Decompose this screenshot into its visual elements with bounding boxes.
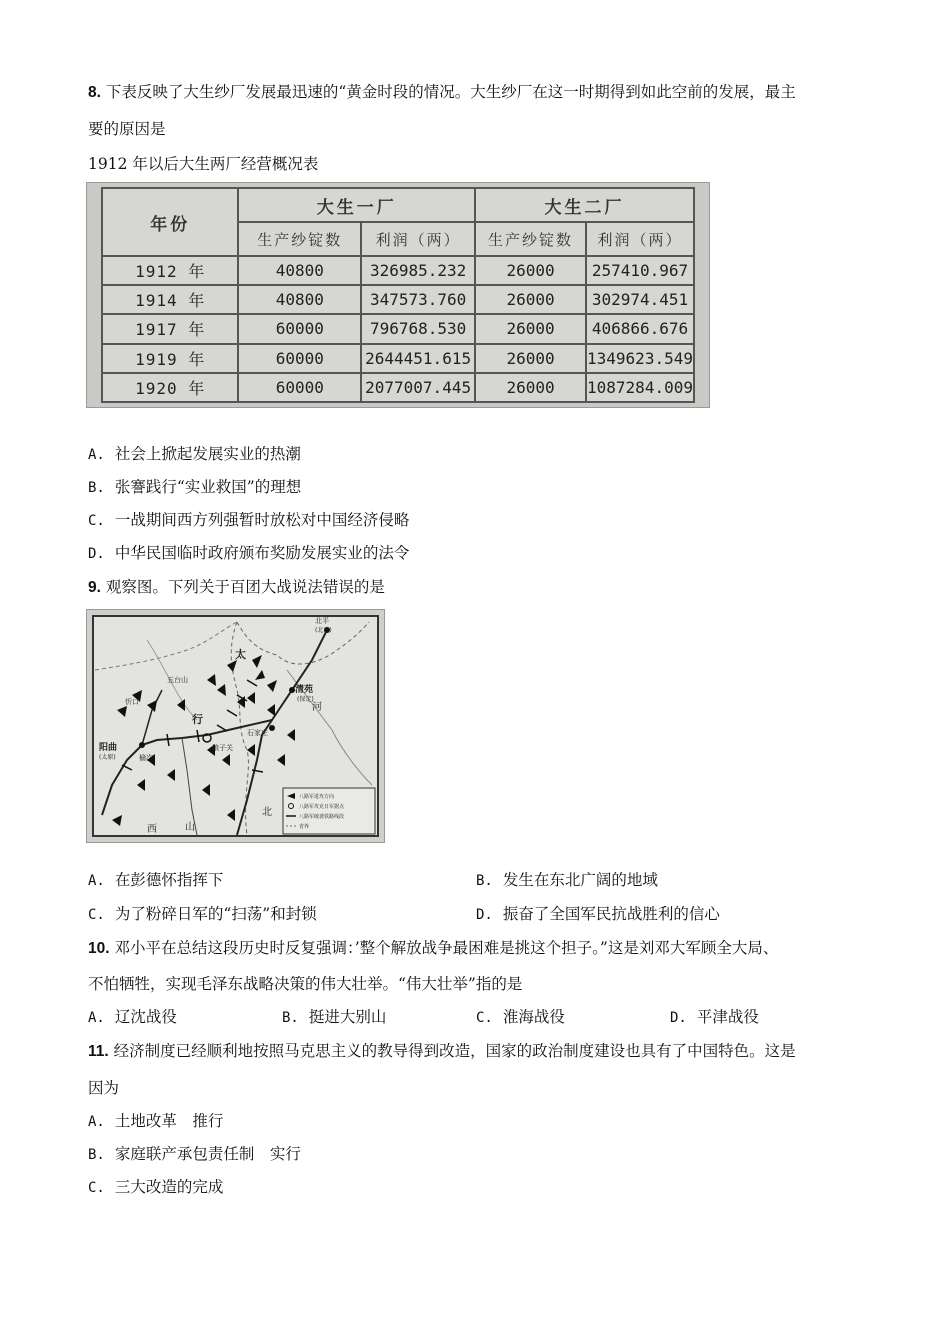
q9-option-c[interactable]: [88, 902, 317, 924]
option-text: 一战期间西方列强暂时放松对中国经济侵略: [114, 511, 410, 529]
map-label-hang: 行: [192, 713, 203, 726]
group1-profit-header: 利润（两）: [361, 222, 475, 256]
map-label-bei: 北: [262, 807, 272, 818]
q10-stem-line1: [88, 936, 778, 958]
option-letter: D.: [476, 907, 493, 923]
map-label-xinkou: 忻口: [125, 698, 139, 706]
map-label-shan: 山: [185, 822, 195, 833]
q8-number: 8.: [88, 84, 101, 101]
cell-spindles-2: 26000: [475, 285, 586, 314]
q8-data-table: [101, 187, 695, 403]
q8-stem-text: 下表反映了大生纱厂发展最迅速的“黄金时段的情况。大生纱厂在这一时期得到如此空前的发展，最主: [105, 83, 796, 101]
cell-profit-2: 1349623.549: [586, 344, 694, 373]
cell-year: 1914 年: [102, 285, 238, 314]
q11-stem-line2: 因为: [88, 1079, 120, 1097]
cell-spindles-2: 26000: [475, 256, 586, 285]
cell-profit-1: 326985.232: [361, 256, 475, 285]
table-row: [102, 314, 694, 343]
legend-province-border: 省界: [299, 824, 310, 830]
option-text: 中华民国临时政府颁布奖励发展实业的法令: [114, 544, 410, 562]
q9-option-b[interactable]: [476, 868, 658, 890]
q11-option-b[interactable]: [88, 1142, 301, 1164]
q8-option-a[interactable]: [88, 442, 301, 464]
q8-table-photo: [86, 182, 710, 408]
option-letter: B.: [476, 873, 493, 889]
cell-spindles-1: 60000: [238, 344, 361, 373]
q10-stem-line2: 不怕牺牲，实现毛泽东战略决策的伟大壮举。“伟大壮举”指的是: [88, 975, 523, 993]
cell-spindles-1: 60000: [238, 373, 361, 402]
q10-option-c[interactable]: [476, 1005, 565, 1027]
q11-number: 11.: [88, 1043, 109, 1060]
year-header: 年份: [102, 188, 238, 256]
option-text: 振奋了全国军民抗战胜利的信心: [502, 905, 720, 923]
map-label-he: 河: [312, 702, 322, 713]
cell-profit-2: 257410.967: [586, 256, 694, 285]
option-letter: A.: [88, 1010, 105, 1026]
cell-profit-1: 2077007.445: [361, 373, 475, 402]
q10-number: 10.: [88, 940, 110, 957]
option-text: 在彭德怀指挥下: [114, 871, 224, 889]
table-row: [102, 344, 694, 373]
q9-number: 9.: [88, 579, 101, 596]
q9-option-d[interactable]: [476, 902, 720, 924]
option-text: 平津战役: [696, 1008, 759, 1026]
map-label-beiping: 北平: [315, 617, 329, 625]
q10-option-b[interactable]: [282, 1005, 386, 1027]
cell-spindles-2: 26000: [475, 344, 586, 373]
cell-year: 1920 年: [102, 373, 238, 402]
map-label-tai: 太: [235, 648, 246, 661]
map-label-qingyuan-sub: (保定): [297, 696, 314, 703]
q8-stem-line2: 要的原因是: [88, 120, 166, 138]
cell-spindles-1: 40800: [238, 285, 361, 314]
q8-option-b[interactable]: [88, 475, 301, 497]
option-text: 张謇践行“实业救国”的理想: [114, 478, 302, 496]
q9-stem: [88, 575, 385, 597]
option-letter: C.: [476, 1010, 493, 1026]
q9-option-a[interactable]: [88, 868, 223, 890]
option-letter: B.: [88, 1147, 105, 1163]
table-row: [102, 256, 694, 285]
group2-spindles-header: 生产纱锭数: [475, 222, 586, 256]
q10-option-a[interactable]: [88, 1005, 177, 1027]
q10-option-d[interactable]: [670, 1005, 759, 1027]
cell-profit-1: 796768.530: [361, 314, 475, 343]
q11-stem-text: 经济制度已经顺利地按照马克思主义的教导得到改造，国家的政治制度建设也具有了中国特色。这是: [113, 1042, 796, 1060]
cell-spindles-1: 60000: [238, 314, 361, 343]
q9-map: [86, 609, 385, 843]
option-text: 挺进大别山: [308, 1008, 387, 1026]
cell-year: 1917 年: [102, 314, 238, 343]
map-label-wutaishan: 五台山: [167, 676, 188, 684]
option-letter: B.: [88, 480, 105, 496]
option-text: 辽沈战役: [114, 1008, 177, 1026]
option-text: 淮海战役: [502, 1008, 565, 1026]
cell-profit-1: 2644451.615: [361, 344, 475, 373]
legend-captured-stronghold: 八路军攻克日军据点: [299, 804, 345, 810]
option-letter: B.: [282, 1010, 299, 1026]
legend-railway-sabotage: 八路军破袭铁路线段: [299, 814, 345, 820]
map-label-yuci: 榆次: [139, 754, 153, 762]
q10-stem-text: 邓小平在总结这段历史时反复强调：’整个解放战争最困难是挑这个担子。”这是刘邓大军顾全大局、: [114, 939, 779, 957]
cell-year: 1912 年: [102, 256, 238, 285]
option-text: 三大改造的完成: [114, 1178, 224, 1196]
cell-profit-1: 347573.760: [361, 285, 475, 314]
option-letter: A.: [88, 873, 105, 889]
cell-spindles-1: 40800: [238, 256, 361, 285]
map-label-niangziguan: 娘子关: [212, 744, 233, 752]
option-letter: D.: [670, 1010, 687, 1026]
option-letter: C.: [88, 907, 105, 923]
table-row: [102, 373, 694, 402]
option-letter: D.: [88, 546, 105, 562]
q9-stem-text: 观察图。下列关于百团大战说法错误的是: [105, 578, 385, 596]
q8-stem-line1: [88, 80, 796, 102]
map-label-yangqu: 阳曲: [99, 743, 118, 753]
group2-header: 大生二厂: [475, 188, 694, 222]
cell-spindles-2: 26000: [475, 314, 586, 343]
option-text: 家庭联产承包责任制 实行: [114, 1145, 301, 1163]
q11-option-c[interactable]: [88, 1175, 223, 1197]
map-label-xi: 西: [147, 824, 157, 835]
map-label-shijiazhuang: 石家庄: [247, 729, 268, 737]
cell-year: 1919 年: [102, 344, 238, 373]
map-label-beiping-sub: (北京): [315, 627, 332, 634]
legend-attack-direction: 八路军进攻方向: [299, 794, 335, 800]
option-letter: A.: [88, 1114, 105, 1130]
q8-table-caption: 1912 年以后大生两厂经营概况表: [88, 155, 319, 173]
option-letter: C.: [88, 1180, 105, 1196]
q11-option-a[interactable]: [88, 1109, 223, 1131]
q11-stem-line1: [88, 1039, 796, 1061]
table-row: [102, 285, 694, 314]
group2-profit-header: 利润（两）: [586, 222, 694, 256]
group1-spindles-header: 生产纱锭数: [238, 222, 361, 256]
cell-profit-2: 1087284.009: [586, 373, 694, 402]
q8-option-c[interactable]: [88, 508, 409, 530]
option-letter: C.: [88, 513, 105, 529]
option-text: 为了粉碎日军的“扫荡”和封锁: [114, 905, 317, 923]
option-text: 发生在东北广阔的地域: [502, 871, 658, 889]
q8-option-d[interactable]: [88, 541, 409, 563]
cell-profit-2: 302974.451: [586, 285, 694, 314]
option-letter: A.: [88, 447, 105, 463]
group1-header: 大生一厂: [238, 188, 475, 222]
map-label-qingyuan: 清苑: [295, 685, 314, 695]
option-text: 土地改革 推行: [114, 1112, 224, 1130]
cell-profit-2: 406866.676: [586, 314, 694, 343]
option-text: 社会上掀起发展实业的热潮: [114, 445, 301, 463]
cell-spindles-2: 26000: [475, 373, 586, 402]
map-label-yangqu-sub: (太原): [99, 754, 116, 761]
